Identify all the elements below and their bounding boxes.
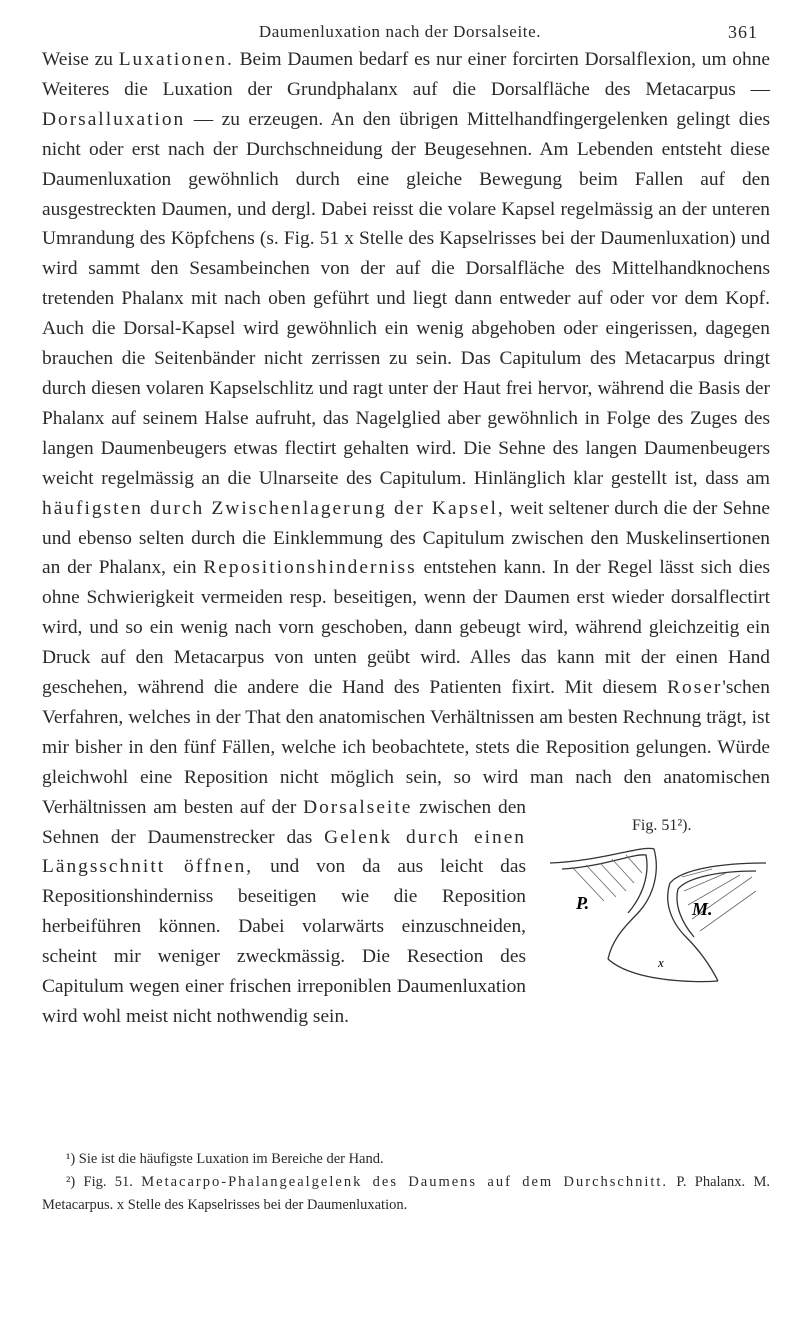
footnote-1: ¹) Sie ist die häufigste Luxation im Bereiche der Hand. xyxy=(66,1151,384,1167)
page-number: 361 xyxy=(728,22,758,42)
footnote-2 xyxy=(42,1171,770,1217)
figure-caption: Fig. 51²). xyxy=(632,816,692,834)
emphasis-gelenk: Gelenk durch einen Längsschnitt öffnen, xyxy=(42,826,526,878)
emphasis-repositionshinderniss: Repositionshinderniss xyxy=(203,557,417,579)
text-run: P. Phalanx. M. Metacarpus. x Stelle des Kapselrisses bei der Daumenluxation. xyxy=(42,1174,770,1213)
phalanx-inner xyxy=(562,854,647,912)
text-run: und von da aus leicht das Repositionshinderniss beseitigen wie die Reposition herbeiführen können. Dabei volarwärts einzuschneiden, scheint mir weniger zweckmässig. Die Resection des Capitulum wegen einer frischen irreponiblen Daumenluxation wird wohl meist nicht nothwendig sein. xyxy=(42,856,527,1027)
text-run: weit seltener durch die der Sehne und ebenso selten durch die Einklemmung des Capitulum zwischen den Muskelinsertionen an der Phalanx, ein xyxy=(42,497,771,579)
joint-section-illustration xyxy=(542,841,770,991)
emphasis-caption: Metacarpo-Phalangealgelenk des Daumens auf dem Durchschnitt. xyxy=(141,1174,669,1190)
label-phalanx: P. xyxy=(576,892,590,913)
text-run: Beim Daumen bedarf es nur einer forcirten Dorsalflexion, um ohne Weiteres die Luxation der Grundphalanx auf die Dorsalfläche des Metacarpus — xyxy=(42,49,770,100)
phalanx-outline xyxy=(550,848,656,959)
text-run: Weise zu xyxy=(42,49,119,70)
emphasis-roser: Roser xyxy=(667,677,723,699)
text-run: zwischen den Sehnen der Daumenstrecker das xyxy=(42,796,526,848)
metacarpus-inner xyxy=(677,871,756,937)
body-text xyxy=(42,45,770,1032)
metacarpus-outline xyxy=(668,863,766,981)
text-run: Dorsalseite xyxy=(303,796,413,818)
label-capsule-tear: x xyxy=(658,954,664,970)
emphasis-kapsel: häufigsten durch Zwischenlagerung der Kapsel, xyxy=(42,497,505,519)
text-run: — zu erzeugen. An den übrigen Mittelhandfingergelenken gelingt dies nicht oder erst nach der Durchschneidung der Beugesehnen. Am Lebenden entsteht diese Daumenluxation gewöhnlich durch eine gleiche Bewegung beim Fallen auf den ausgestreckten Daumen, und dergl. Dabei reisst die volare Kapsel regelmässig an der unteren Umrandung des Köpfchens (s. Fig. 51 x Stelle des Kapselrisses bei der Daumenluxation) und wird sammt den Sesambeinchen von der auf die Dorsalfläche des Mittelhandknochens tretenden Phalanx mit nach oben geführt und liegt dann entweder auf oder vor dem Kopf. Auch die Dorsal-Kapsel wird gewöhnlich ein wenig abgehoben oder eingerissen, dagegen brauchen die Seitenbänder nicht zerrissen zu sein. Das Capitulum des Metacarpus dringt durch diesen volaren Kapselschlitz und ragt unter der Haut frei hervor, während die Basis der Phalanx auf seinem Halse aufruht, das Nagelglied aber gewöhnlich in Folge des Zuges des langen Daumenbeugers etwas flectirt gehalten wird. Die Sehne des langen Daumenbeugers weicht regelmässig an die Ulnarseite des Capitulum. Hinlänglich klar gestellt ist, dass am xyxy=(42,108,770,489)
figure-51 xyxy=(542,811,770,1021)
text-run: ²) Fig. 51. xyxy=(66,1174,142,1190)
text-run: entstehen kann. In der Regel lässt sich dies ohne Schwierigkeit vermeiden resp. beseitigen, wenn der Daumen erst wieder dorsalflectirt wird, und so ein wenig nach vorn geschoben, dann gebeugt wird, während gleichzeitig ein Druck auf den Metacarpus von unten geübt wird. Alles das kann mit der einen Hand geschehen, während die andere die Hand des Patienten fixirt. Mit diesem xyxy=(42,557,770,699)
paragraph xyxy=(42,45,770,1032)
footnotes xyxy=(42,1148,770,1217)
emphasis-luxationen: Luxationen. xyxy=(118,49,234,70)
label-metacarpus: M. xyxy=(692,898,713,919)
emphasis-dorsalluxation: Dorsalluxation xyxy=(42,108,186,130)
running-title: Daumenluxation nach der Dorsalseite. xyxy=(258,22,542,41)
text-run: 'schen Verfahren, welches in der That den anatomischen Verhältnissen am besten Rechnung trägt, ist mir bisher in den fünf Fällen, welche ich beobachtete, stets die Reposition gelungen. Würde gleichwohl eine Reposition nicht möglich sein, so wird man nach den anatomischen Verhältnissen am besten auf der xyxy=(42,677,770,818)
